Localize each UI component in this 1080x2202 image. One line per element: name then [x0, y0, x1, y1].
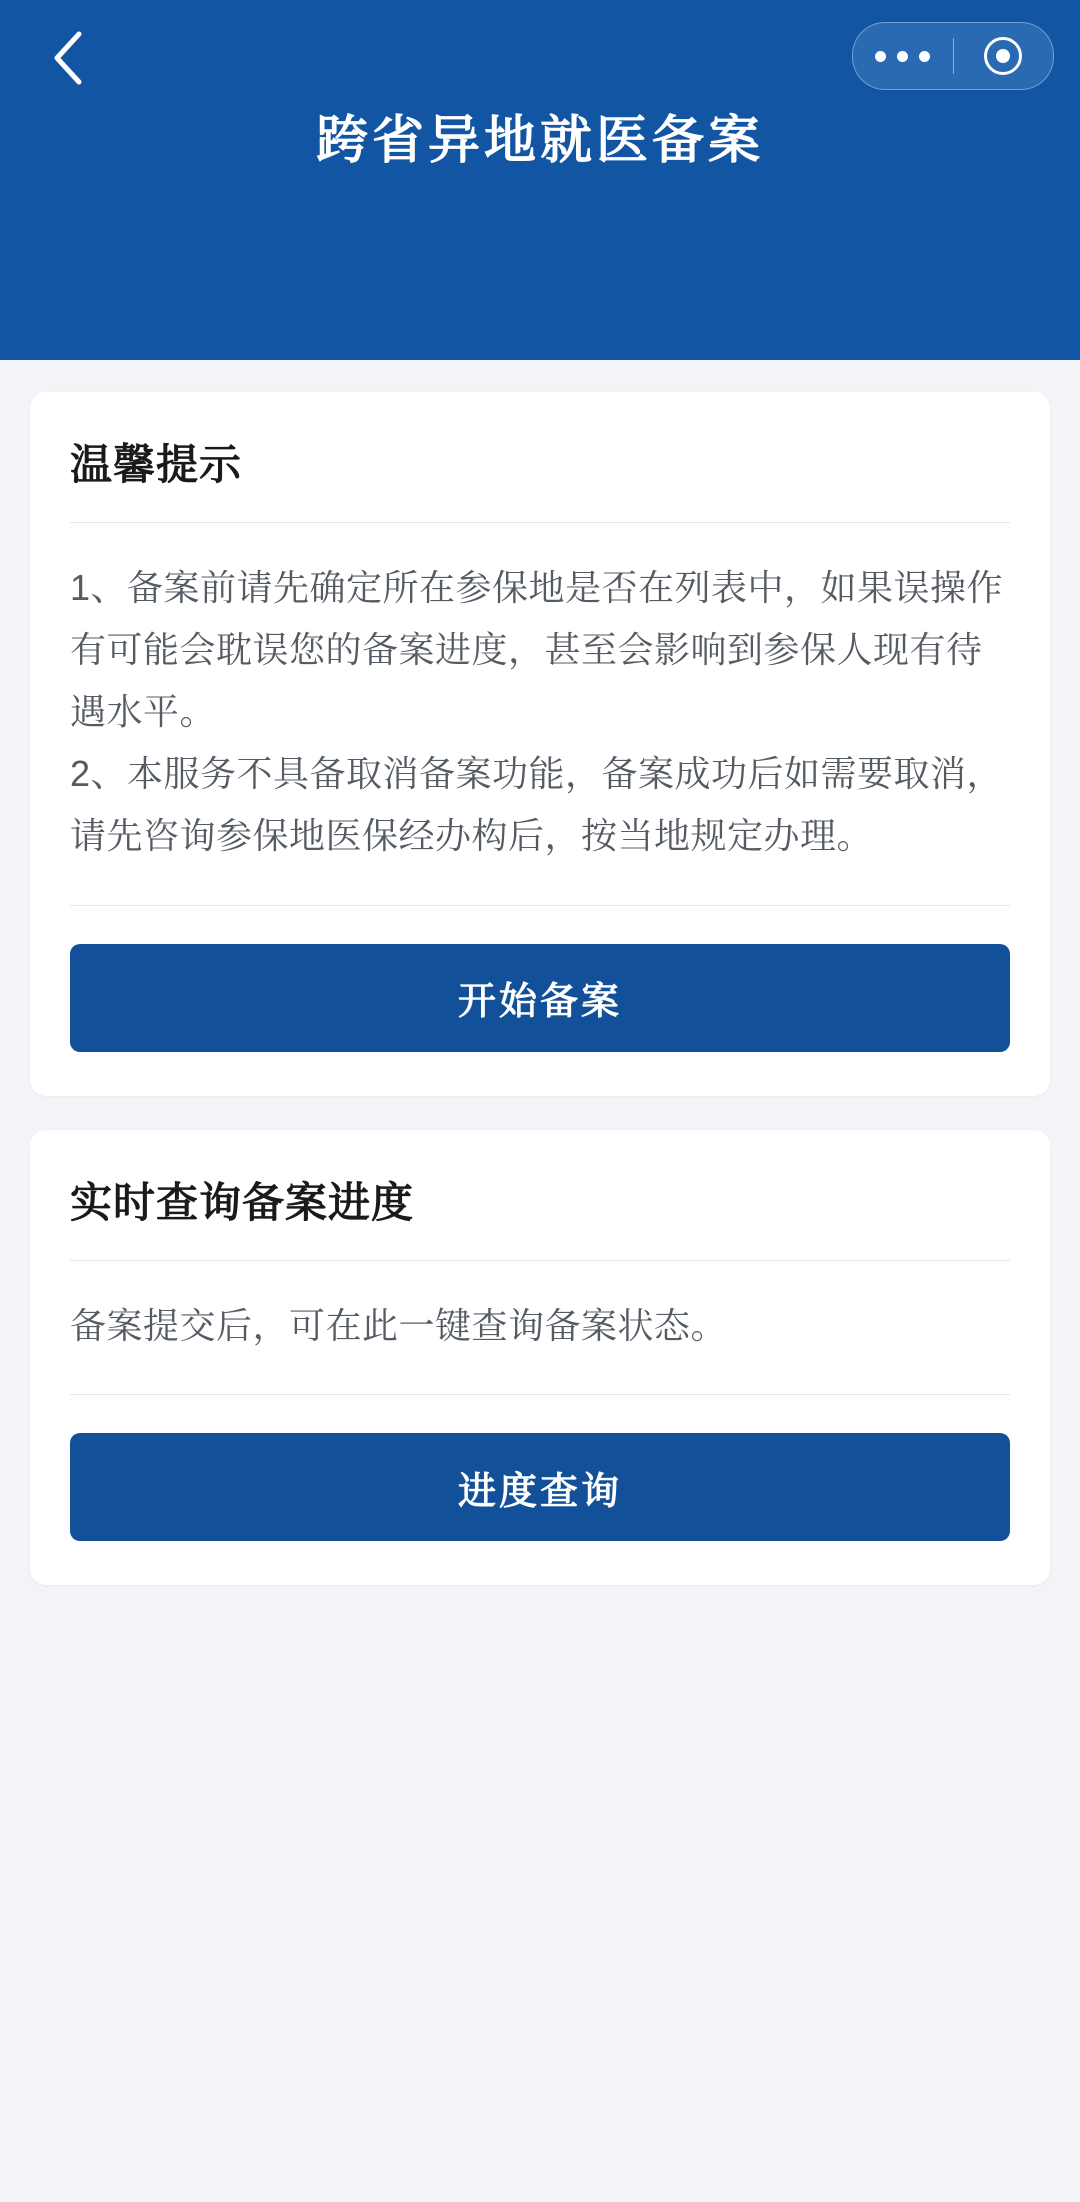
more-dots-icon	[875, 51, 886, 62]
page-content	[0, 360, 1080, 1659]
progress-paragraph-1: 备案提交后，可在此一键查询备案状态。	[70, 1304, 728, 1346]
close-program-button[interactable]	[954, 37, 1054, 75]
chevron-left-icon	[51, 30, 85, 86]
back-button[interactable]	[38, 28, 98, 88]
mini-program-capsule[interactable]	[852, 22, 1054, 90]
tips-paragraph-1: 1、备案前请先确定所在参保地是否在列表中，如果误操作有可能会耽误您的备案进度，甚至会影响到参保人现有待遇水平。	[70, 567, 1004, 732]
page-title: 跨省异地就医备案	[315, 112, 764, 170]
tips-card-divider	[70, 522, 1010, 523]
query-progress-button[interactable]: 进度查询	[70, 1433, 1010, 1541]
start-filing-button[interactable]: 开始备案	[70, 944, 1010, 1052]
tips-card-title: 温馨提示	[70, 441, 243, 488]
progress-card	[30, 1130, 1050, 1586]
more-dots-icon	[919, 51, 930, 62]
tips-paragraph-2: 2、本服务不具备取消备案功能，备案成功后如需要取消，请先咨询参保地医保经办构后，按当地规定办理。	[70, 752, 1004, 856]
more-menu-button[interactable]	[853, 51, 953, 62]
tips-card-bottom-divider	[70, 905, 1010, 906]
progress-card-bottom-divider	[70, 1394, 1010, 1395]
tips-card	[30, 392, 1050, 1096]
progress-card-divider	[70, 1260, 1010, 1261]
more-dots-icon	[897, 51, 908, 62]
progress-card-body	[70, 1295, 1010, 1357]
progress-card-title: 实时查询备案进度	[70, 1178, 415, 1226]
page-header	[0, 0, 1080, 360]
tips-card-body	[70, 557, 1010, 867]
target-circle-icon	[984, 37, 1022, 75]
